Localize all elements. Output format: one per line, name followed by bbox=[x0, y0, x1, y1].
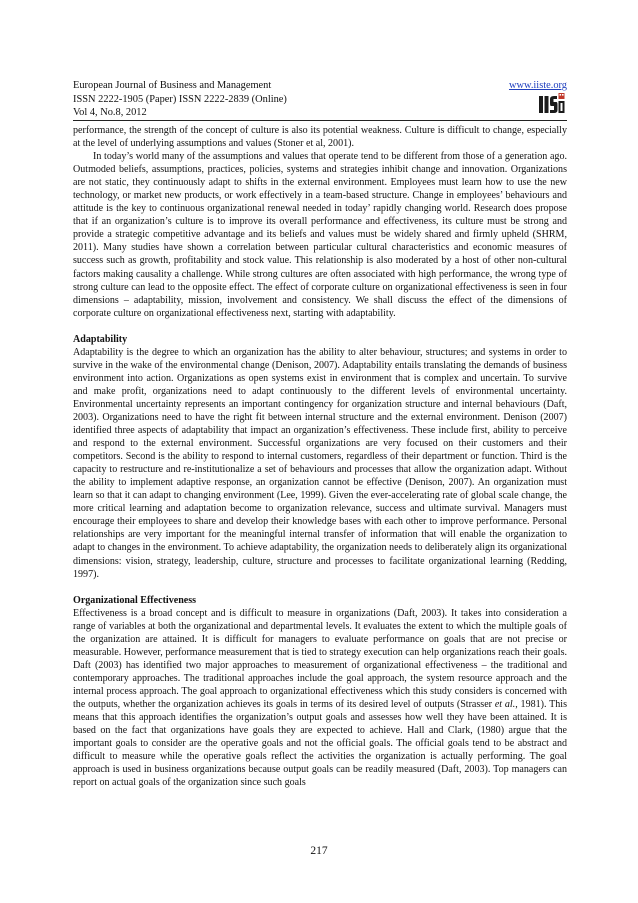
heading-adaptability: Adaptability bbox=[73, 333, 128, 345]
spacer bbox=[73, 320, 567, 333]
website-link[interactable]: www.iiste.org bbox=[508, 80, 567, 91]
heading-organizational-effectiveness: Organizational Effectiveness bbox=[73, 594, 197, 606]
page-number: 217 bbox=[310, 845, 328, 857]
paragraph-continuation: performance, the strength of the concept of culture is also its potential weakness. Culture is difficult to change, especially at the level of underlying assumptions and values (Stoner et al, 2001). bbox=[73, 125, 567, 150]
header-rule bbox=[73, 120, 567, 121]
spacer bbox=[73, 581, 567, 594]
issn-line: ISSN 2222-1905 (Paper) ISSN 2222-2839 (Online) bbox=[73, 93, 287, 105]
paragraph-effectiveness bbox=[73, 607, 567, 790]
volume-line: Vol 4, No.8, 2012 bbox=[73, 107, 147, 119]
paragraph-culture-change: In today’s world many of the assumptions and values that operate tend to be different from those of a generation ago. Outmoded beliefs, assumptions, practices, policies, systems and strategies inhibit change and innovation. Organizations are not static, they continuously adapt to shifts in the external environment. Employees must learn how to use the new technology, or market new products, or work effectively in a team-based structure. Change in employees’ behaviours and attitude is the key to continuous organizational renewal needed in today’ rapidly changing world. Research does propose that if an organization’s culture is to improve its overall performance and effectiveness, its culture must be strong and provide a strategic competitive advantage and its beliefs and values must be widely shared and firmly upheld (SHRM, 2011). Many studies have shown a correlation between particular cultural characteristics and economic measures of success such as growth, profitability and stock value. This relationship is also moderated by a host of other non-cultural factors making causality a challenge. While strong cultures are often associated with high performance, the wrong type of strong culture can lead to the opposite effect. The effect of corporate culture on organizational effectiveness is seen in four dimensions – adaptability, mission, involvement and consistency. We shall discuss the effect of the dimensions of corporate culture on organizational effectiveness next, starting with adaptability. bbox=[73, 151, 567, 319]
citation-etal: et al. bbox=[494, 698, 516, 710]
article-body bbox=[73, 124, 567, 789]
iiste-logo bbox=[539, 93, 565, 113]
paragraph-text: , 1981). This means that this approach identifies the organization’s output goals and assesses how well they have been attained. It is based on the fact that organizations have goals they are expected to achieve. Hall and Clark, (1980) argue that the important goals to consider are the operative goals and not the official goals. The official goals tend to be abstract and difficult to measure while the operative goals reflect the activities the organization is actually performing. The goal approach is used in business organizations because output goals can be readily measured (Daft, 2003). Top managers can report on actual goals of the organization since such goals bbox=[73, 698, 568, 789]
paragraph-text: Effectiveness is a broad concept and is difficult to measure in organizations (Daft, 2003). It takes into consideration a range of variables at both the organizational and departmental levels. It evaluates the extent to which the multiple goals of the organization are attained. It is difficult for managers to evaluate performance on goals that are not precise or measurable. However, performance measurement that is tied to strategy execution can help organizations reach their goals. Daft (2003) has identified two major approaches to measurement of organizational effectiveness – the traditional and contemporary approaches. The traditional approaches include the goal approach, the system resource approach and the internal process approach. The goal approach to organizational effectiveness which this study considers is concerned with the outputs, whether the organization achieves its goals in terms of its desired level of outputs (Strasser bbox=[73, 607, 567, 710]
paragraph-adaptability: Adaptability is the degree to which an organization has the ability to alter behaviour, structures; and systems in order to survive in the wake of the environmental change (Denison, 2007). Adaptability entails translating the demands of business environment into action. Organizations as open systems exist in environment that is complex and uncertain. To survive and make profit, organizations need to adapt continuously to the different levels of environmental uncertainty. Environmental uncertainty represents an important contingency for organization structure and internal behaviours (Daft, 2003). Organizations need to have the right fit between internal structure and the external environment. Denison (2007) identified three aspects of adaptability that impact an organization’s effectiveness. These include first, ability to perceive and respond to the external environment. Successful organizations are very focused on their customers and their competitors. Second is the ability to respond to internal customers, regardless of their department or function. Third is the capacity to restructure and re-institutionalize a set of behaviours and processes that allow the organization adapt. Without the ability to implement adaptive response, an organization cannot be effective (Denison, 2007). An organization must learn so that it can adapt to changing environment (Lee, 1999). Given the ever-accelerating rate of global scale change, the more critical learning and adaptation become to organization relevance, success and ultimate survival. Managers must encourage their employees to share and develop their knowledge bases with each other to improve performance. Personal relationships are very important for the meaningful internal transfer of information that will enable the organization to adapt to changes in the environment. To achieve adaptability, the organization needs to deliberately align its organizational dimensions: vision, strategy, leadership, culture, structure and processes to facilitate organizational learning (Redding, 1997). bbox=[73, 346, 567, 580]
journal-title: European Journal of Business and Management bbox=[73, 80, 272, 91]
page-header bbox=[73, 79, 567, 121]
